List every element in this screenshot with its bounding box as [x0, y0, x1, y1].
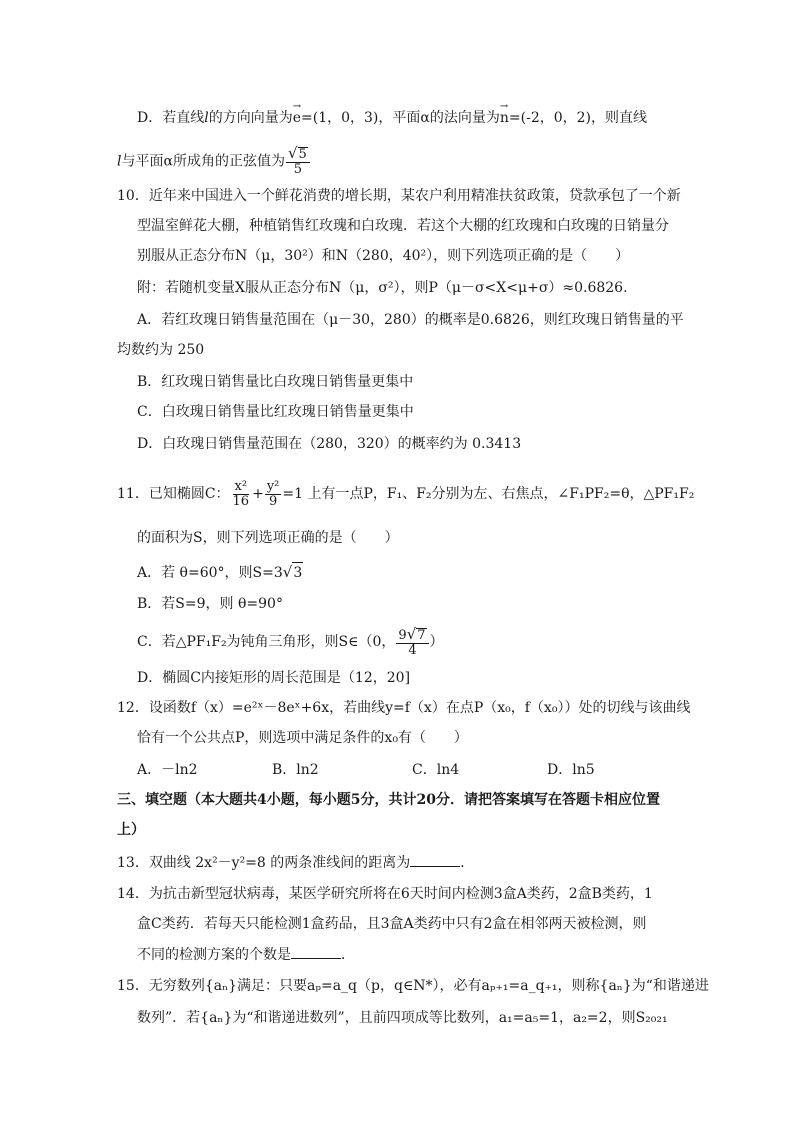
q14-line2: 盒C类药．若每天只能检测1盒药品，且3盒A类药中只有2盒在相邻两天被检测，则: [137, 916, 647, 932]
q10-option-c: C．白玫瑰日销售量比红玫瑰日销售量更集中: [137, 404, 414, 420]
q14-line1: 14．为抗击新型冠状病毒，某医学研究所将在6天时间内检测3盒A类药，2盒B类药，1: [117, 886, 653, 902]
q12-option-d: D．ln5: [547, 762, 595, 778]
sqrt5-radicand: 5: [298, 147, 307, 162]
q12-line2: 恰有一个公共点P，则选项中满足条件的x₀有（ ）: [137, 730, 468, 746]
vector-n: [500, 108, 509, 128]
q9d-line-var: l: [204, 110, 209, 126]
q11-suffix: =1 上有一点P，F₁、F₂分别为左、右焦点，∠F₁PF₂=θ，△PF₁F₂: [282, 486, 695, 502]
q13-end: ．: [460, 855, 475, 871]
q12-option-c: C．ln4: [412, 762, 460, 778]
q11-plus: +: [252, 486, 264, 502]
section3-heading-line2: 上）: [117, 822, 145, 838]
vector-e-label: e: [292, 110, 302, 126]
q9d-label: D．若直线: [137, 110, 205, 126]
q12-option-a: A．－ln2: [137, 762, 198, 778]
q9d-text1: 的方向向量为: [208, 110, 293, 126]
q14-line3: [137, 944, 355, 965]
q9d-line-var-2: l: [117, 153, 122, 170]
q10-line2: 型温室鲜花大棚，种植销售红玫瑰和白玫瑰．若这个大棚的红玫瑰和白玫瑰的日销量分: [137, 218, 669, 234]
vector-n-label: n: [499, 110, 509, 126]
q13-answer-blank[interactable]: [410, 852, 460, 867]
q14-end: ．: [341, 947, 355, 963]
q11-option-c-close: ）: [429, 634, 444, 650]
q10-line3: 别服从正态分布N（μ，30²）和N（280，40²），则下列选项正确的是（ ）: [137, 248, 630, 264]
q10-option-b: B．红玫瑰日销售量比白玫瑰日销售量更集中: [137, 374, 414, 390]
q11-prefix: 11．已知椭圆C：: [117, 486, 230, 502]
q11-option-a: A．若 θ=60°，则S=3√3: [137, 563, 303, 581]
q9d-text2: =(1，0，3)，平面α的法向量为: [301, 110, 500, 126]
q9-option-d-line2: [117, 146, 311, 177]
q11-option-d: D．椭圆C内接矩形的周长范围是（12，20]: [137, 670, 411, 686]
q11-option-c-num-radicand: 7: [417, 627, 426, 643]
q11-frac-y: [265, 480, 282, 509]
q10-option-d: D．白玫瑰日销售量范围在（280，320）的概率约为 0.3413: [137, 436, 522, 452]
q11-option-c-num-coef: 9: [398, 627, 407, 643]
q9-option-d-line1: [137, 108, 647, 128]
q11-frac-x-num: x²: [234, 478, 248, 494]
q11-option-c: [137, 622, 444, 662]
sqrt5-over-5: $\frac{√5}{5}$: [286, 146, 310, 177]
q15-line1: 15．无穷数列{aₙ}满足：只要aₚ=a_q（p，q∈N*），必有aₚ₊₁=a_q₊₁，则称{aₙ}为“和谐递进: [117, 978, 709, 994]
sqrt5-denominator: 5: [293, 162, 303, 177]
q11-option-a-text: A．若 θ=60°，则S=3: [137, 565, 283, 581]
q10-option-a-line1: A．若红玫瑰日销售量范围在（μ－30，280）的概率是0.6826，则红玫瑰日销售量的平: [137, 312, 684, 328]
q11-frac-x: [231, 480, 252, 509]
q13: [117, 852, 474, 873]
section3-heading-line1: 三、填空题（本大题共4小题，每小题5分，共计20分．请把答案填写在答题卡相应位置: [117, 792, 660, 808]
q11-frac-x-den: 16: [232, 493, 250, 509]
q13-text: 13．双曲线 2x²－y²=8 的两条准线间的距离为: [117, 855, 411, 871]
q11-line1: [117, 474, 694, 514]
vector-e: [293, 108, 301, 128]
q11-option-c-frac: $\frac{9√7}{4}$: [396, 627, 428, 658]
q9d-text4: 与平面α所成角的正弦值为: [121, 153, 285, 170]
q11-option-c-text: C．若△PF₁F₂为钝角三角形，则S∈（0，: [137, 634, 396, 650]
q10-note: 附：若随机变量X服从正态分布N（μ，σ²），则P（μ－σ<X<μ+σ）≈0.6826.: [137, 280, 628, 296]
q10-line1: 10．近年来中国进入一个鲜花消费的增长期，某农户利用精准扶贫政策，贷款承包了一个新: [117, 188, 681, 204]
q14-line3-text: 不同的检测方案的个数是: [137, 947, 291, 963]
q12-line1: 12．设函数f（x）=e²ˣ－8eˣ+6x，若曲线y=f（x）在点P（x₀，f（x₀））处的切线与该曲线: [117, 700, 691, 716]
q11-option-a-radicand: 3: [292, 562, 303, 583]
q11-option-c-den: 4: [408, 642, 417, 658]
q11-frac-y-num: y²: [266, 478, 280, 494]
q11-line2: 的面积为S，则下列选项正确的是（ ）: [137, 530, 399, 546]
q10-option-a-line2: 均数约为 250: [117, 342, 205, 358]
q12-option-b: B．ln2: [272, 762, 319, 778]
q15-line2: 数列”．若{aₙ}为“和谐递进数列”，且前四项成等比数列，a₁=a₅=1，a₂=2，则S₂₀₂₁: [137, 1010, 668, 1026]
q14-answer-blank[interactable]: [291, 944, 341, 959]
q9d-text3: =(-2，0，2)，则直线: [508, 110, 647, 126]
q11-option-b: B．若S=9，则 θ=90°: [137, 596, 283, 612]
q11-frac-y-den: 9: [268, 493, 278, 509]
